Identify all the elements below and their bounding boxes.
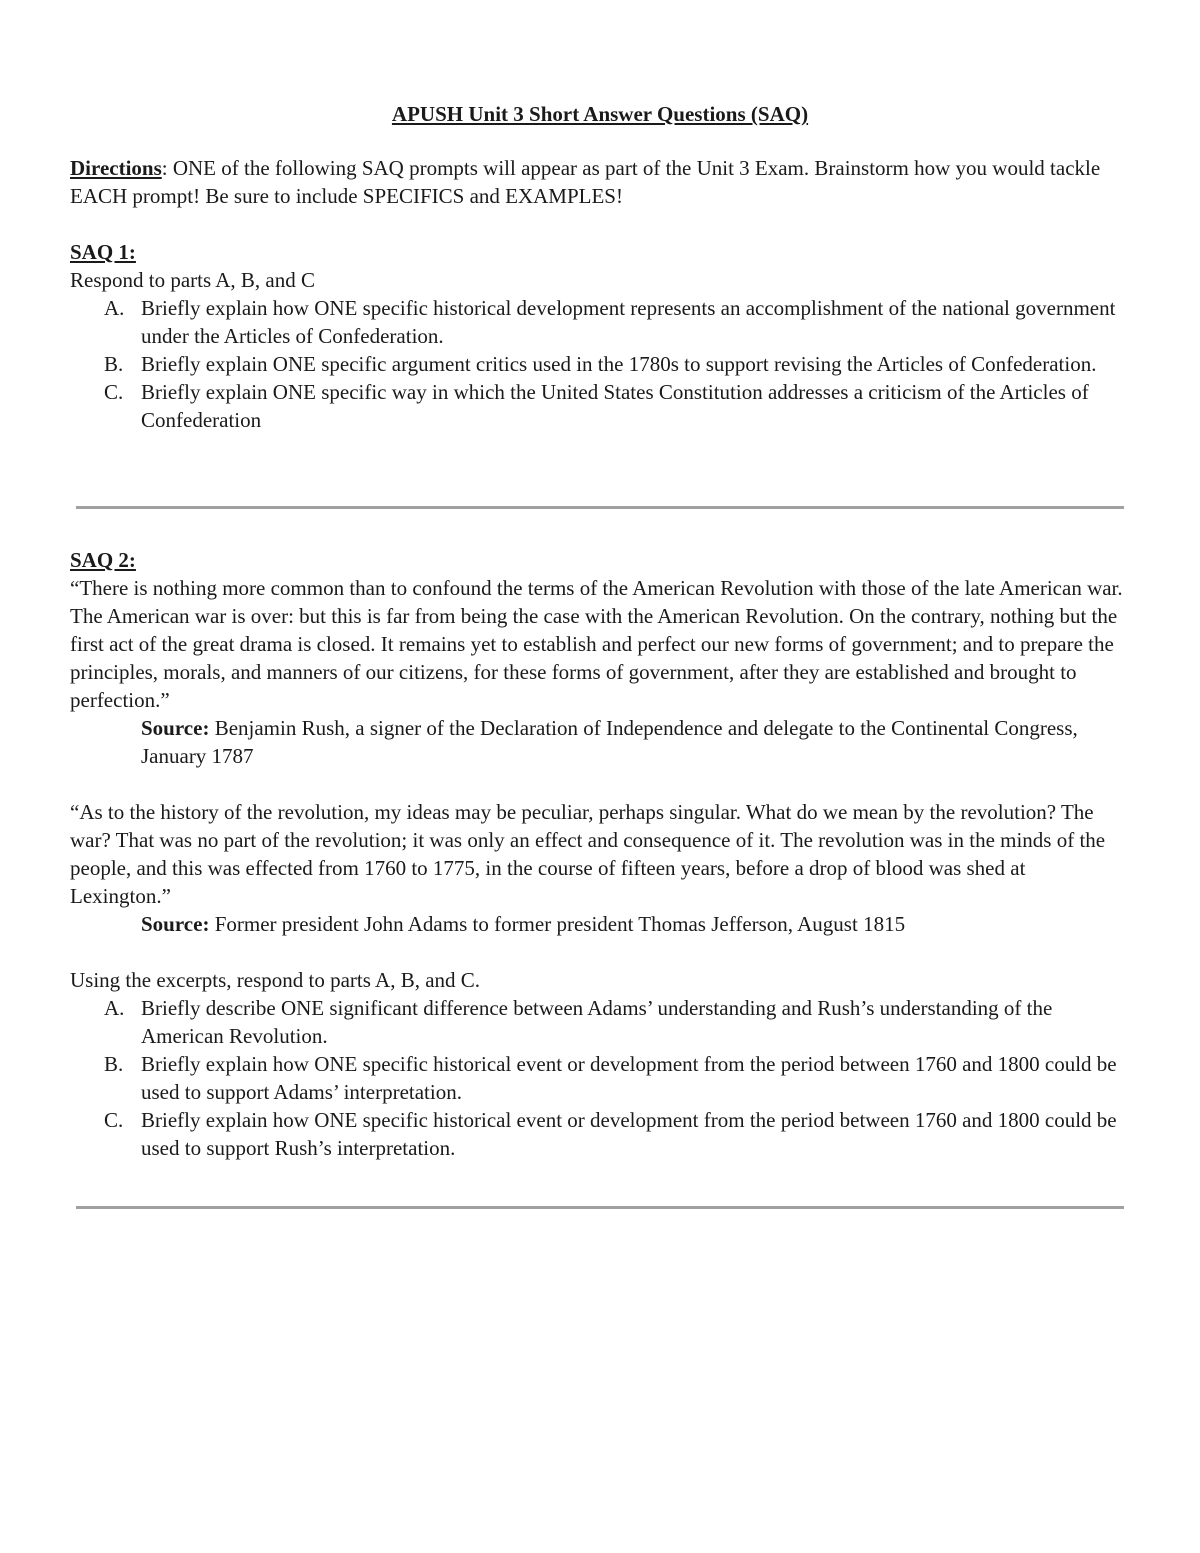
list-marker: A. <box>104 996 125 1020</box>
list-item-text: Briefly explain ONE specific way in which the United States Constitution addresses a criticism of the Articles of Confederation <box>141 380 1089 432</box>
list-marker: B. <box>104 352 124 376</box>
source-label: Source: <box>141 716 210 740</box>
source-text: Former president John Adams to former president Thomas Jefferson, August 1815 <box>209 912 906 936</box>
page-title: APUSH Unit 3 Short Answer Questions (SAQ) <box>391 102 809 126</box>
saq2-heading: SAQ 2: <box>70 548 136 572</box>
list-marker: B. <box>104 1052 124 1076</box>
horizontal-divider <box>76 506 1124 509</box>
list-marker: A. <box>104 296 125 320</box>
list-item-text: Briefly explain how ONE specific historical event or development from the period between 1760 and 1800 could be used to support Rush’s interpretation. <box>141 1108 1117 1160</box>
list-item-text: Briefly explain ONE specific argument critics used in the 1780s to support revising the Articles of Confederation. <box>141 352 1097 376</box>
saq1-part-b <box>70 350 1130 378</box>
saq2-part-c <box>70 1106 1130 1162</box>
saq1-section <box>70 238 1130 434</box>
source-text: Benjamin Rush, a signer of the Declaration of Independence and delegate to the Continental Congress, January 1787 <box>141 716 1078 768</box>
list-item-text: Briefly explain how ONE specific historical development represents an accomplishment of the national government under the Articles of Confederation. <box>141 296 1116 348</box>
list-marker: C. <box>104 1108 124 1132</box>
saq2-part-a <box>70 994 1130 1050</box>
directions-text: : ONE of the following SAQ prompts will appear as part of the Unit 3 Exam. Brainstorm how you would tackle EACH prompt! Be sure to include SPECIFICS and EXAMPLES! <box>70 156 1101 208</box>
saq1-part-a <box>70 294 1130 350</box>
saq2-part-b <box>70 1050 1130 1106</box>
rush-source <box>70 714 1130 770</box>
document-page <box>70 100 1130 434</box>
list-marker: C. <box>104 380 124 404</box>
adams-source <box>70 910 1130 938</box>
saq1-heading: SAQ 1: <box>70 240 136 264</box>
directions-label: Directions <box>70 156 162 180</box>
list-item-text: Briefly explain how ONE specific historical event or development from the period between 1760 and 1800 could be used to support Adams’ interpretation. <box>141 1052 1117 1104</box>
saq2-intro: Using the excerpts, respond to parts A, B, and C. <box>70 968 481 992</box>
adams-quote: “As to the history of the revolution, my ideas may be peculiar, perhaps singular. What do we mean by the revolution? The war? That was no part of the revolution; it was only an effect and consequence of it. The revolution was in the minds of the people, and this was effected from 1760 to 1775, in the course of fifteen years, before a drop of blood was shed at Lexington.” <box>70 800 1106 908</box>
saq1-part-c <box>70 378 1130 434</box>
saq1-parts-list <box>70 294 1130 434</box>
source-label: Source: <box>141 912 210 936</box>
saq2-parts-list <box>70 994 1130 1162</box>
saq1-intro: Respond to parts A, B, and C <box>70 268 315 292</box>
list-item-text: Briefly describe ONE significant difference between Adams’ understanding and Rush’s understanding of the American Revolution. <box>141 996 1053 1048</box>
saq2-section <box>70 546 1130 1162</box>
rush-quote: “There is nothing more common than to confound the terms of the American Revolution with those of the late American war. The American war is over: but this is far from being the case with the American Revolution. On the contrary, nothing but the first act of the great drama is closed. It remains yet to establish and perfect our new forms of government; and to prepare the principles, morals, and manners of our citizens, for these forms of government, after they are established and brought to perfection.” <box>70 576 1123 712</box>
directions-paragraph <box>70 154 1130 210</box>
horizontal-divider <box>76 1206 1124 1209</box>
